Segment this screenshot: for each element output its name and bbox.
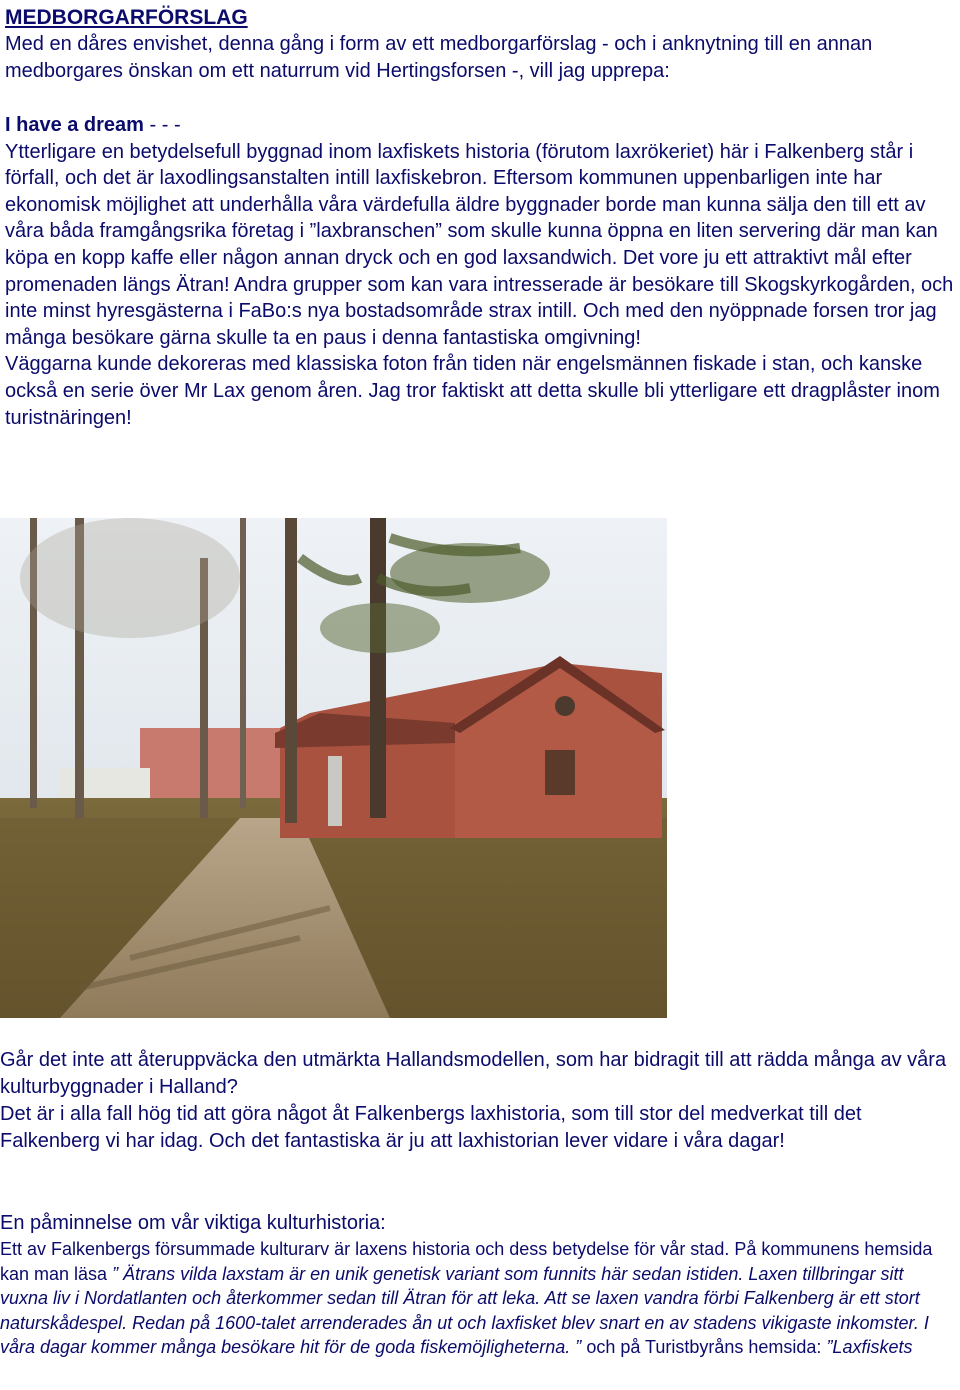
document-title: MEDBORGARFÖRSLAG <box>5 6 248 29</box>
section-reminder <box>0 1210 955 1360</box>
photo-red-brick-building-by-path-icon <box>0 518 667 1018</box>
reminder-quote-2: ”Laxfiskets <box>826 1337 913 1358</box>
main-section <box>5 112 955 431</box>
paragraph-a-rest: Eftersom kommunen uppenbarligen inte har ekonomisk möjlighet att underhålla våra värdefulla äldre byggnader borde man kunna sälja den till ett av våra båda framgångsrika företag i ”laxbranschen” som skulle kunna öppna en liten servering där man kan köpa en kopp kaffe eller någon annan dryck och en god laxsandwich. Det vore ju ett attraktivt mål efter promenaden längs Ätran! Andra grupper som kan vara intresserade är besökare till Skogskyrkogården, och inte minst hyresgästerna i FaBo:s nya bostadsområde strax intill. Och med den nyöppnade forsen tror jag många besökare gärna skulle ta en paus i denna fantastiska omgivning! <box>5 167 954 349</box>
paragraph-d: Det är i alla fall hög tid att göra något åt Falkenbergs laxhistoria, som till stor del medverkat till det Falkenberg vi har idag. Och det fantastiska är ju att laxhistorian lever vidare i våra dagar! <box>0 1103 862 1152</box>
dream-heading: I have a dream <box>5 114 144 136</box>
paragraph-b: Väggarna kunde dekoreras med klassiska foton från tiden när engelsmännen fiskade i stan, och kanske också en serie över Mr Lax genom åren. Jag tror faktiskt att detta skulle bli ytterligare ett dragplåster inom turistnäringen! <box>5 353 940 429</box>
reminder-mid: och på Turistbyråns hemsida: <box>581 1337 827 1358</box>
building-photo <box>0 518 667 1018</box>
dream-dashes: - - - <box>143 114 181 136</box>
paragraph-c: Går det inte att återuppväcka den utmärkta Hallandsmodellen, som har bidragit till att rädda många av våra kulturbyggnader i Halland? <box>0 1049 947 1098</box>
intro-paragraph: Med en dåres envishet, denna gång i form av ett medborgarförslag - och i anknytning till en annan medborgares önskan om ett naturrum vid Hertingsforsen -, vill jag upprepa: <box>5 33 873 82</box>
reminder-quote: ” Ätrans vilda laxstam är en unik genetisk variant som funnits här sedan istiden. Laxen tillbringar sitt vuxna liv i Nordatlanten och återkommer sedan till Ätran för att leka. Att se laxen vandra förbi Falkenberg är ett stort naturskådespel. Redan på 1600-talet arrenderades ån ut och laxfisket blev snart en av stadens vikigaste inkomster. I våra dagar kommer många besökare hit för de goda fiskemöjligheterna. ” <box>0 1263 929 1358</box>
paragraph-a <box>5 139 955 352</box>
reminder-body <box>0 1237 955 1360</box>
document-page <box>5 0 955 431</box>
paragraph-a-first: Ytterligare en betydelsefull byggnad inom laxfiskets historia (förutom laxrökeriet) här i Falkenberg står i förfall, och det är laxodlingsanstalten intill laxfiskebron. <box>5 140 914 190</box>
section-hallandsmodellen <box>0 1047 955 1155</box>
reminder-heading: En påminnelse om vår viktiga kulturhistoria: <box>0 1212 386 1234</box>
dream-line <box>5 112 955 139</box>
reminder-intro: Ett av Falkenbergs försummade kulturarv är laxens historia och dess betydelse för vår stad. På kommunens hemsida kan man läsa <box>0 1239 933 1284</box>
